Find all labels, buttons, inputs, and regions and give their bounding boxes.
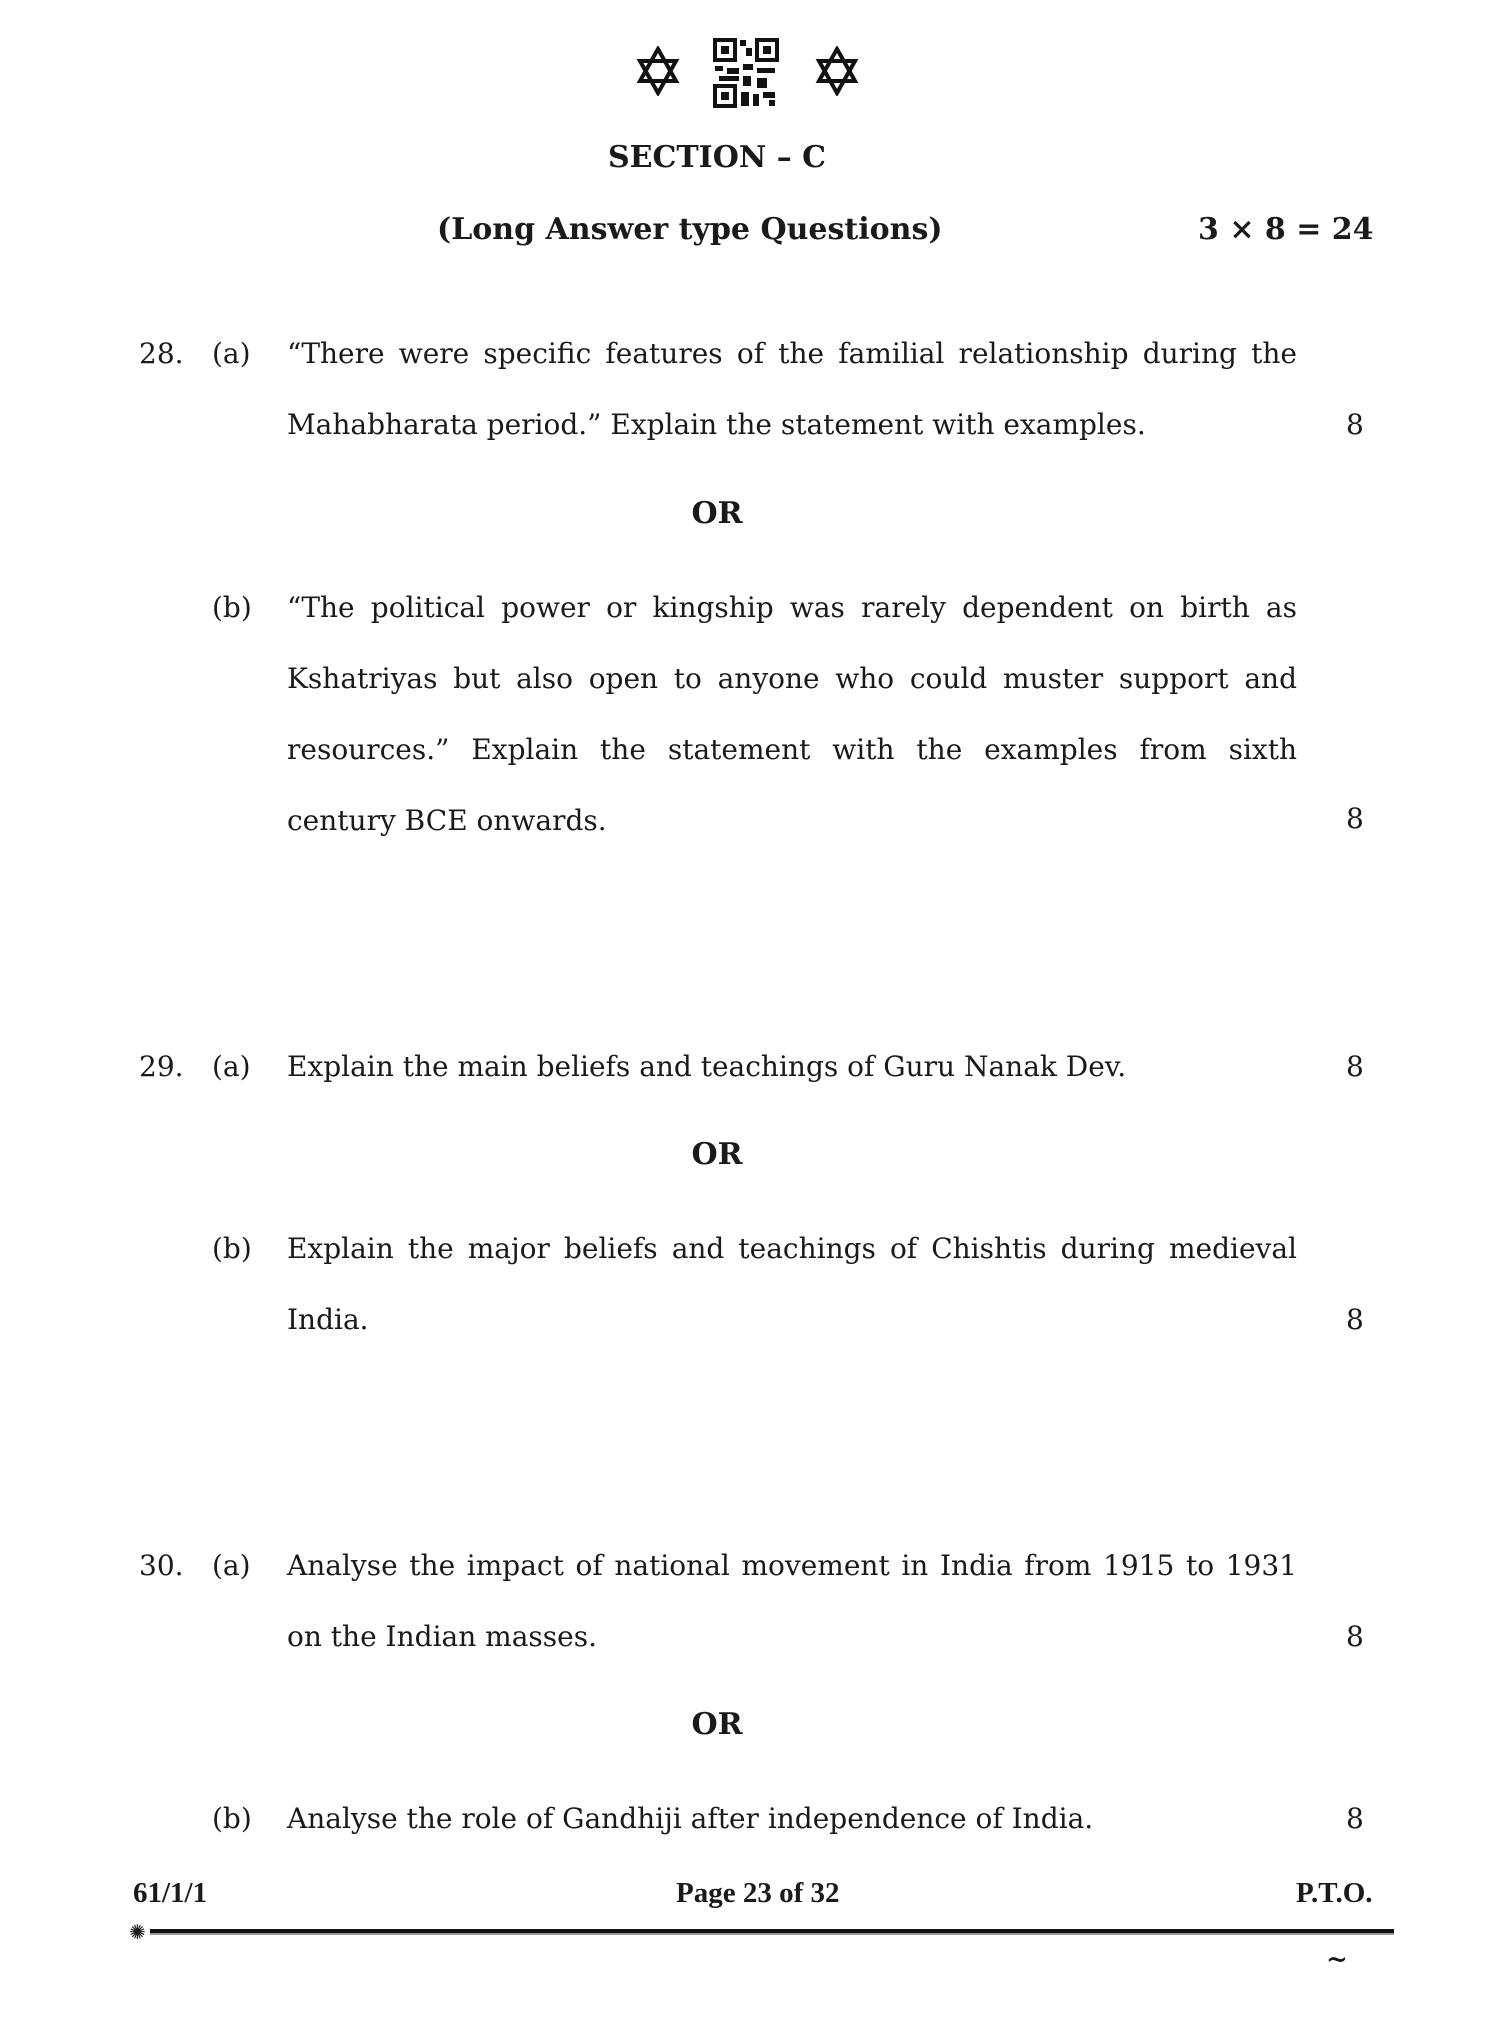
footer-rule — [150, 1929, 1394, 1935]
qr-code-icon — [713, 38, 779, 112]
please-turn-over: P.T.O. — [1296, 1877, 1373, 1909]
question-text: “The political power or kingship was rarely dependent on birth as Kshatriyas but also open to anyone who could muster support and resources.” Explain the statement with the examples from sixth century BCE onwards. — [287, 591, 1297, 837]
asterisk-ornament-icon: ✺ — [129, 1920, 146, 1944]
or-divider: OR — [691, 496, 743, 531]
or-divider: OR — [691, 1707, 743, 1742]
star-of-david-icon-left — [636, 46, 680, 100]
or-divider: OR — [691, 1137, 743, 1172]
question-text: Explain the main beliefs and teachings of Guru Nanak Dev. — [287, 1050, 1127, 1083]
option-label: (b) — [212, 591, 252, 624]
page-number: Page 23 of 32 — [676, 1877, 840, 1909]
star-of-david-icon-right — [815, 46, 859, 100]
marks: 8 — [1346, 1620, 1364, 1653]
marks: 8 — [1346, 1303, 1364, 1336]
marks: 8 — [1346, 408, 1364, 441]
question-number: 29. — [139, 1050, 184, 1083]
option-label: (b) — [212, 1802, 252, 1835]
section-subtitle: (Long Answer type Questions) — [437, 212, 943, 247]
question-number: 28. — [139, 337, 184, 370]
option-label: (a) — [212, 337, 251, 370]
question-text: “There were specific features of the familial relationship during the Mahabharata period.” Explain the statement with examples. — [287, 337, 1297, 441]
question-text: Explain the major beliefs and teachings of Chishtis during medieval India. — [287, 1232, 1297, 1336]
marks: 8 — [1346, 1802, 1364, 1835]
option-label: (a) — [212, 1050, 251, 1083]
marks: 8 — [1346, 1050, 1364, 1083]
section-marks-scheme: 3 × 8 = 24 — [1198, 212, 1374, 247]
paper-code: 61/1/1 — [133, 1877, 208, 1909]
section-title: SECTION – C — [607, 140, 827, 175]
option-label: (a) — [212, 1549, 251, 1582]
question-number: 30. — [139, 1549, 184, 1582]
tilde-mark: ~ — [1326, 1945, 1348, 1975]
question-text: Analyse the impact of national movement in India from 1915 to 1931 on the Indian masses. — [287, 1549, 1297, 1653]
marks: 8 — [1346, 802, 1364, 835]
question-text: Analyse the role of Gandhiji after independence of India. — [287, 1802, 1094, 1835]
option-label: (b) — [212, 1232, 252, 1265]
